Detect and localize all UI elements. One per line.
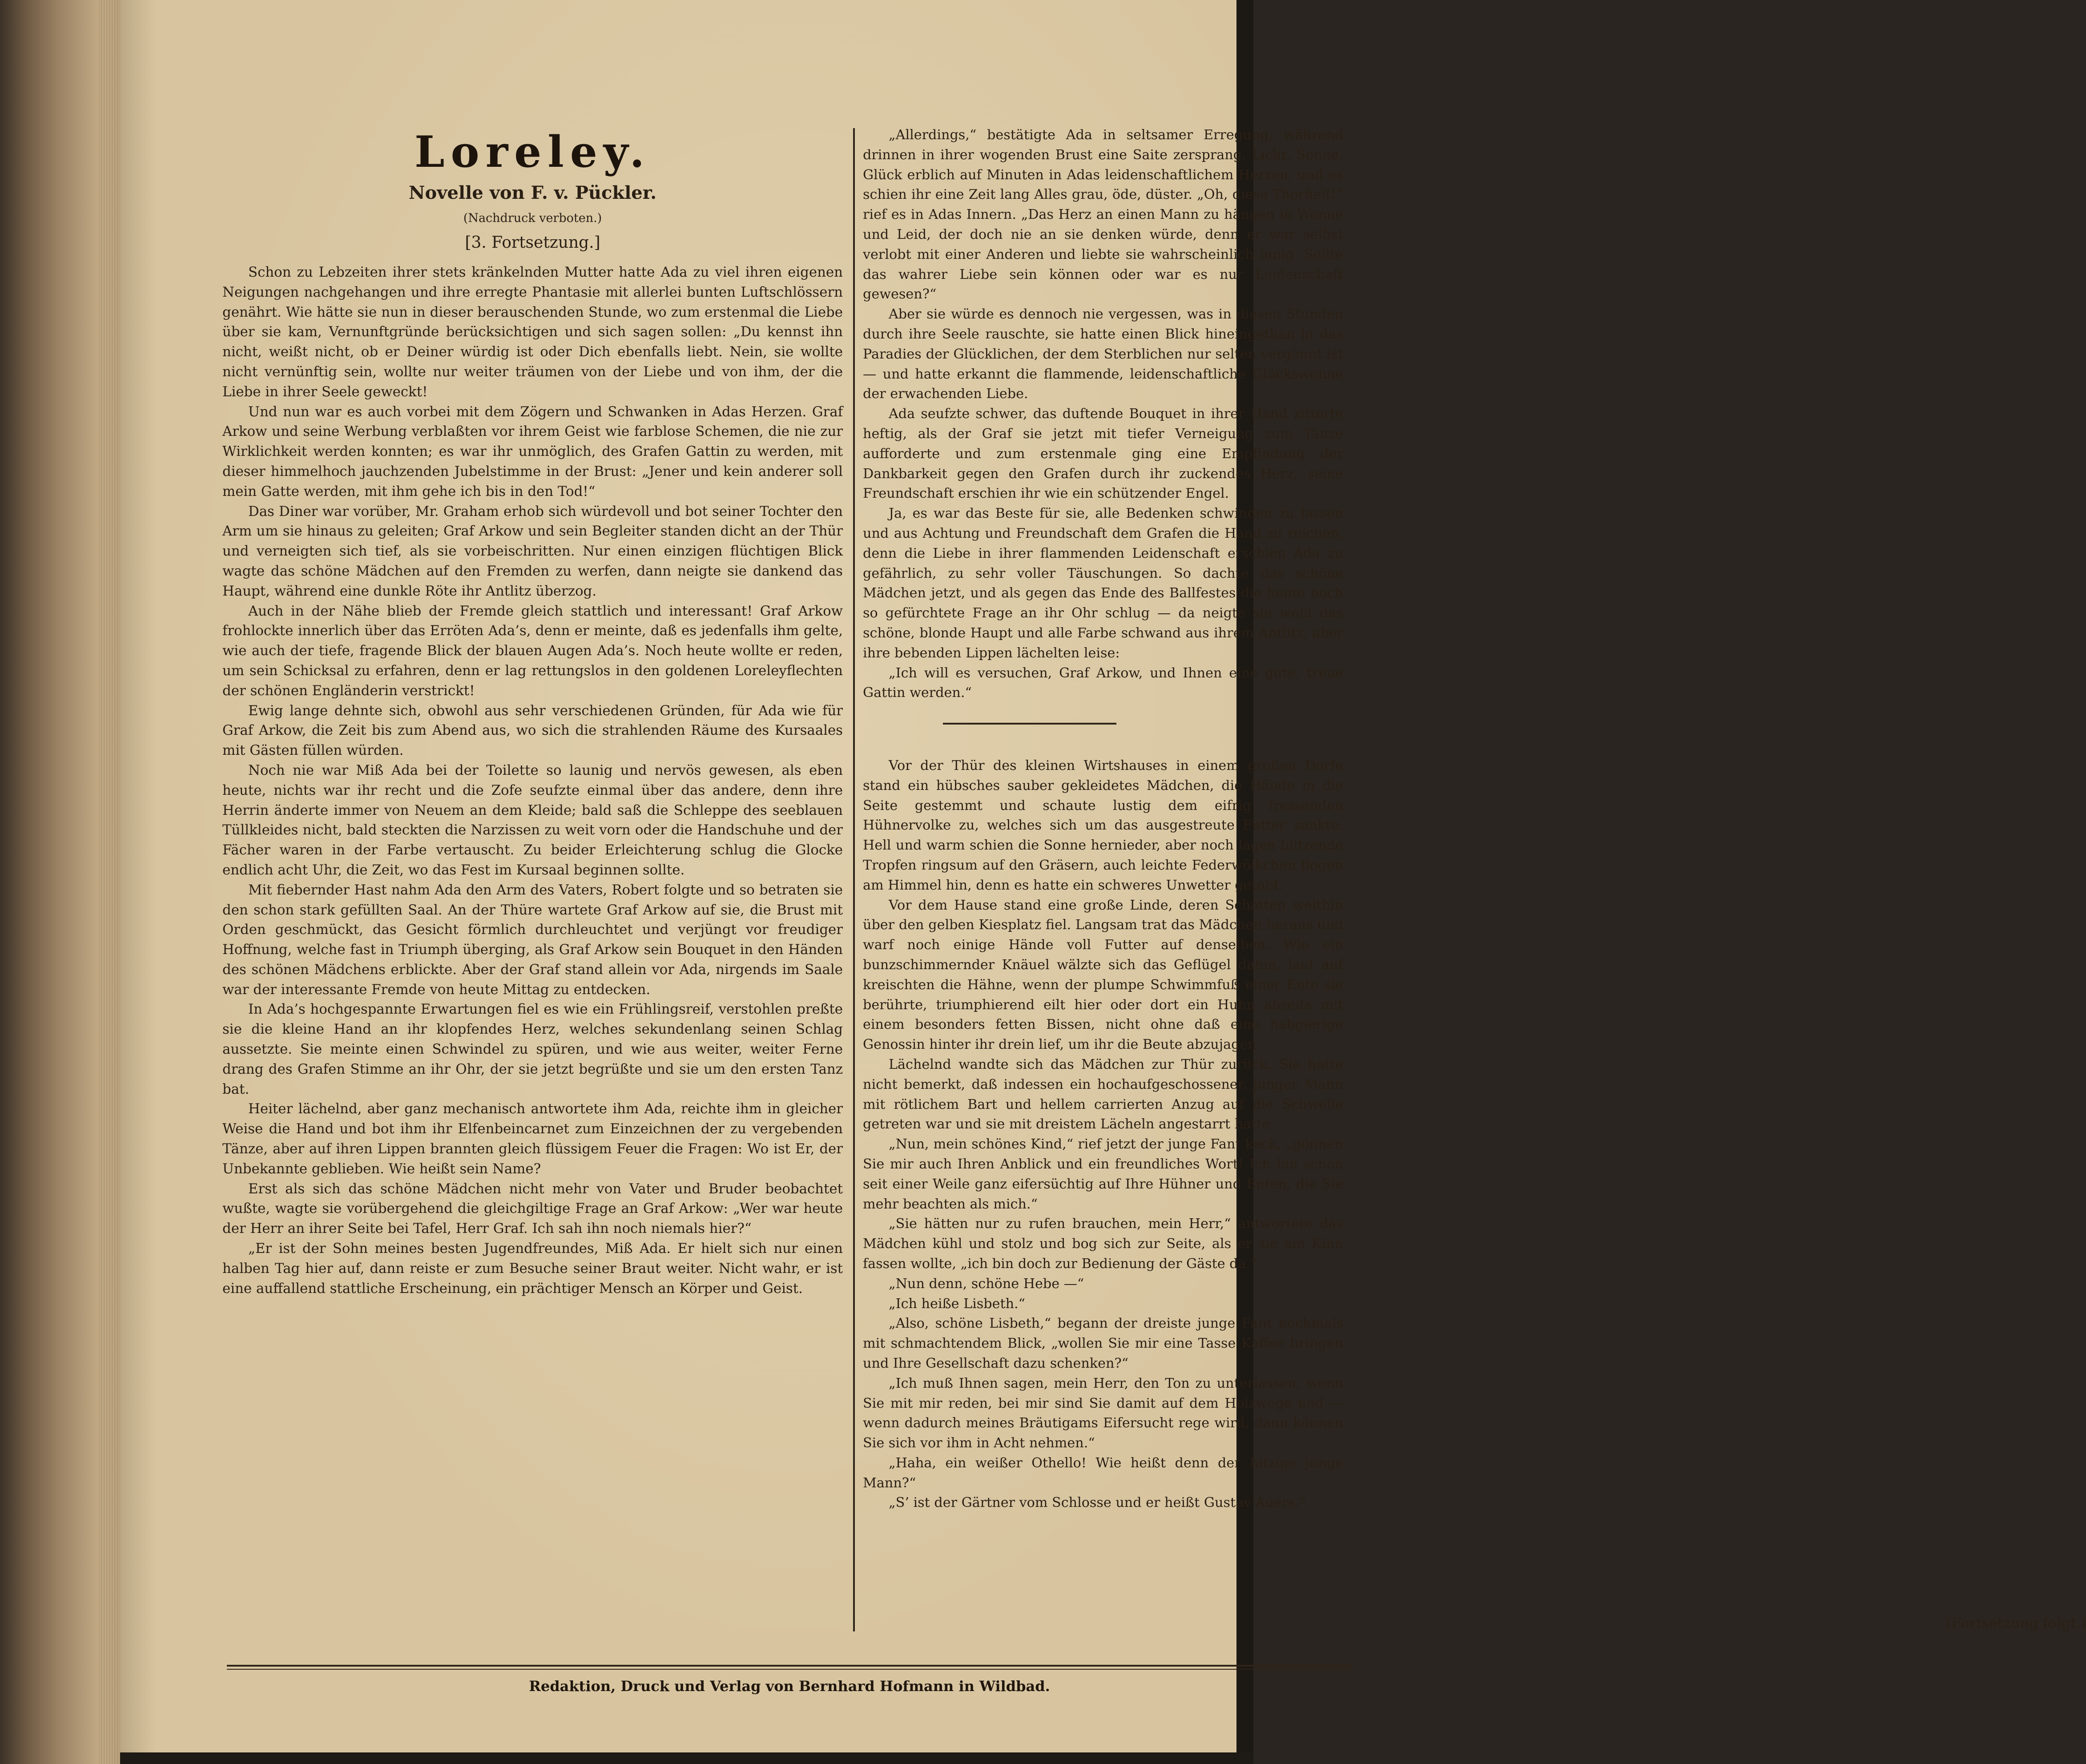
paragraph: „Allerdings,“ bestätigte Ada in seltsamer Erregung, während drinnen in ihrer wogenden Brust eine Saite zersprang. Licht, Sonne, Glück erblich auf Minuten in Adas leidenschaftlichem Herzen, und es schien ihr eine Zeit lang Alles grau, öde, düster. „Oh, diese Thorheit!“ rief es in Adas Innern. „Das Herz an einen Mann zu hängen in Wonne und Leid, der doch nie an sie denken würde, denn er war selbst verlobt mit einer Anderen und liebte sie wahrscheinlich innig. Sollte das wahrer Liebe sein können oder war es nur Leidenschaft gewesen?“	[863, 127, 1343, 302]
paragraph: Vor der Thür des kleinen Wirtshauses in einem großen Dorfe stand ein hübsches sauber gekleidetes Mädchen, die Hände in die Seite gestemmt und schaute lustig dem eifrig fressenden Hühnervolke zu, welches sich um das ausgestreute Futter zankte. Hell und warm schien die Sonne hernieder, aber noch lagen blitzende Tropfen ringsum auf den Gräsern, auch leichte Federwölkchen flogen am Himmel hin, denn es hatte ein schweres Unwetter getobt.	[863, 758, 1343, 893]
column-divider	[853, 128, 855, 1631]
paragraph: Erst als sich das schöne Mädchen nicht mehr von Vater und Bruder beobachtet wußte, wagte sie vorübergehend die gleichgiltige Frage an Graf Arkow: „Wer war heute der Herr an ihrer Seite bei Tafel, Herr Graf. Ich sah ihn noch niemals hier?“	[222, 1180, 843, 1237]
page-edges	[99, 0, 120, 1764]
footer-rule-thin	[227, 1669, 1352, 1670]
paragraph: „Haha, ein weißer Othello! Wie heißt denn der hitzige junge Mann?“	[863, 1455, 1343, 1491]
paragraph: In Ada’s hochgespannte Erwartungen fiel es wie ein Frühlingsreif, verstohlen preßte sie die kleine Hand an ihr klopfendes Herz, welches sekundenlang seinen Schlag aussetzte. Sie meinte einen Schwindel zu spüren, und wie aus weiter, weiter Ferne drang des Grafen Stimme an ihr Ohr, der sie jetzt begrüßte und sie um den ersten Tanz bat.	[222, 1001, 843, 1097]
paragraph: Mit fiebernder Hast nahm Ada den Arm des Vaters, Robert folgte und so betraten sie den schon stark gefüllten Saal. An der Thüre wartete Graf Arkow auf sie, die Brust mit Orden geschmückt, das Gesicht förmlich durchleuchtet und verjüngt vor freudiger Hoffnung, welche fast in Triumph überging, als Graf Arkow sein Bouquet in den Händen des schönen Mädchens erblickte. Aber der Graf stand allein vor Ada, nirgends im Saale war der interessante Fremde von heute Mittag zu entdecken.	[222, 882, 843, 998]
paragraph: Und nun war es auch vorbei mit dem Zögern und Schwanken in Adas Herzen. Graf Arkow und seine Werbung verblaßten vor ihrem Geist wie farblose Schemen, die nie zur Wirklichkeit werden konnten; es war ihr unmöglich, des Grafen Gattin zu werden, mit dieser himmelhoch jauchzenden Jubelstimme in der Brust: „Jener und kein anderer soll mein Gatte werden, mit ihm gehe ich bis in den Tod!“	[222, 403, 843, 499]
right-column-text-top	[863, 125, 1343, 703]
left-column-text	[222, 262, 843, 1298]
paragraph: Das Diner war vorüber, Mr. Graham erhob sich würdevoll und bot seiner Tochter den Arm um sie hinaus zu geleiten; Graf Arkow und sein Begleiter standen dicht an der Thür und verneigten sich tief, als sie vorbeischritten. Nur einen einzigen flüchtigen Blick wagte das schöne Mädchen auf den Fremden zu werfen, dann neigte sie dankend das Haupt, während eine dunkle Röte ihr Antlitz überzog.	[222, 503, 843, 599]
paragraph: Vor dem Hause stand eine große Linde, deren Schatten weithin über den gelben Kiesplatz fiel. Langsam trat das Mädchen heraus und warf noch einige Hände voll Futter auf denselben. Wie ein bunzschimmernder Knäuel wälzte sich das Geflügel dahin, laut auf kreischten die Hähne, wenn der plumpe Schwimmfuß einer Ente sie berührte, triumphierend eilt hier oder dort ein Huhn abseits mit einem besonders fetten Bissen, nicht ohne daß eine habgierige Genossin hinter ihr drein lief, um ihr die Beute abzujagen.	[863, 897, 1343, 1053]
paragraph: „Ich heiße Lisbeth.“	[889, 1296, 1026, 1312]
paragraph: Ja, es war das Beste für sie, alle Bedenken schwinden zu lassen und aus Achtung und Freundschaft dem Grafen die Hand zu reichen, denn die Liebe in ihrer flammenden Leidenschaft erschien Ada zu gefährlich, zu sehr voller Täuschungen. So dachte das schöne Mädchen jetzt, und als gegen das Ende des Ballfestes die heute noch so gefürchtete Frage an ihr Ohr schlug — da neigte sie wohl das schöne, blonde Haupt und alle Farbe schwand aus ihrem Antlitz, aber ihre bebenden Lippen lächelten leise:	[863, 506, 1343, 661]
paragraph: Auch in der Nähe blieb der Fremde gleich stattlich und interessant! Graf Arkow frohlockte innerlich über das Erröten Ada’s, denn er meinte, daß es jedenfalls ihm gelte, wie auch der tiefe, fragende Blick der blauen Augen Ada’s. Noch heute wollte er reden, um sein Schicksal zu erfahren, denn er lag rettungslos in den goldenen Loreleyflechten der schönen Engländerin verstrickt!	[222, 603, 843, 699]
paragraph: Heiter lächelnd, aber ganz mechanisch antwortete ihm Ada, reichte ihm in gleicher Weise die Hand und bot ihm ihr Elfenbeincarnet zum Einzeichnen der zu vergebenden Tänze, aber auf ihren Lippen brannten gleich flüssigem Feuer die Fragen: Wo ist Er, der Unbekannte geblieben. Wie heißt sein Name?	[222, 1101, 843, 1177]
story-title: Loreley.	[415, 127, 651, 177]
paragraph: Ewig lange dehnte sich, obwohl aus sehr verschiedenen Gründen, für Ada wie für Graf Arkow, die Zeit bis zum Abend aus, wo sich die strahlenden Räume des Kursaales mit Gästen füllen würden.	[222, 702, 843, 759]
paragraph: „Ich muß Ihnen sagen, mein Herr, den Ton zu unterlassen, wenn Sie mit mir reden, bei mir sind Sie damit auf dem Holzwege und — wenn dadurch meines Bräutigams Eifersucht rege wird, dann können Sie sich vor ihm in Acht nehmen.“	[863, 1375, 1343, 1451]
paragraph: Noch nie war Miß Ada bei der Toilette so launig und nervös gewesen, als eben heute, nichts war ihr recht und die Zofe seufzte einmal über das andere, denn ihre Herrin änderte immer von Neuem an dem Kleide; bald saß die Schleppe des seeblauen Tüllkleides nicht, bald steckten die Narzissen zu weit vorn oder die Handschuhe und der Fächer waren in der Farbe vertauscht. Zu beider Erleichterung schlug die Glocke endlich acht Uhr, die Zeit, wo das Fest im Kursaal beginnen sollte.	[222, 762, 843, 878]
right-column-text-bottom	[863, 756, 1343, 1513]
paragraph: Aber sie würde es dennoch nie vergessen, was in diesen Stunden durch ihre Seele rauschte, sie hatte einen Blick hineingethan in das Paradies der Glücklichen, der dem Sterblichen nur selten vergönnt ist — und hatte erkannt die flammende, leidenschaftliche Glückswonne der erwachenden Liebe.	[863, 306, 1343, 402]
footer-rule	[227, 1665, 1352, 1667]
continuation-note: (Fortsetzung folgt.)	[1946, 1615, 2086, 1631]
newspaper-page	[120, 0, 2086, 1752]
section-divider	[943, 723, 1116, 725]
paragraph: „S’ ist der Gärtner vom Schlosse und er heißt Gustav Auers.“	[889, 1495, 1306, 1511]
scan-border-bottom	[120, 1752, 1253, 1764]
paragraph: Lächelnd wandte sich das Mädchen zur Thür zurück. Sie hatte nicht bemerkt, daß indessen ein hochaufgeschossener, junger Mann mit rötlichem Bart und hellem carrierten Anzug auf die Schwelle getreten war und sie mit dreistem Lächeln angestarrt hatte.	[863, 1056, 1343, 1132]
paragraph: „Also, schöne Lisbeth,“ begann der dreiste junge Fant nochmals mit schmachtendem Blick, „wollen Sie mir eine Tasse Kaffee bringen und Ihre Gesellschaft dazu schenken?“	[863, 1316, 1343, 1371]
paragraph: „Nun, mein schönes Kind,“ rief jetzt der junge Fant keck, „gönnen Sie mir auch Ihren Anblick und ein freundliches Wort! Ich bin schon seit einer Weile ganz eifersüchtig auf Ihre Hühner und Enten, die Sie mehr beachten als mich.“	[863, 1136, 1343, 1212]
reprint-notice: (Nachdruck verboten.)	[463, 211, 602, 225]
publisher-imprint: Redaktion, Druck und Verlag von Bernhard Hofmann in Wildbad.	[529, 1678, 1050, 1695]
paragraph: Ada seufzte schwer, das duftende Bouquet in ihrer Hand zitterte heftig, als der Graf sie jetzt mit tiefer Verneigung zum Tanze aufforderte und zum erstenmale ging eine Empfindung der Dankbarkeit gegen den Grafen durch ihr zuckendes Herz, seine Freundschaft erschien ihr wie ein schützender Engel.	[863, 406, 1343, 502]
paragraph: „Nun denn, schöne Hebe —“	[889, 1276, 1084, 1292]
paragraph: Schon zu Lebzeiten ihrer stets kränkelnden Mutter hatte Ada zu viel ihren eigenen Neigungen nachgehangen und ihre erregte Phantasie mit allerlei bunten Luftschlössern genährt. Wie hätte sie nun in dieser berauschenden Stunde, wo zum erstenmal die Liebe über sie kam, Vernunftgründe berücksichtigen und sich sagen sollen: „Du kennst ihn nicht, weißt nicht, ob er Deiner würdig ist oder Dich ebenfalls liebt. Nein, sie wollte nicht vernünftig sein, wollte nur weiter träumen von der Liebe und von ihm, der die Liebe in ihrer Seele geweckt!	[222, 264, 843, 400]
paragraph: „Er ist der Sohn meines besten Jugendfreundes, Miß Ada. Er hielt sich nur einen halben Tag hier auf, dann reiste er zum Besuche seiner Braut weiter. Nicht wahr, er ist eine auffallend stattliche Erscheinung, ein prächtiger Mensch an Körper und Geist.	[222, 1240, 843, 1297]
paragraph: „Sie hätten nur zu rufen brauchen, mein Herr,“ antwortete das Mädchen kühl und stolz und bog sich zur Seite, als er sie am Kinn fassen wollte, „ich bin doch zur Bedienung der Gäste da.“	[863, 1216, 1343, 1272]
paragraph: „Ich will es versuchen, Graf Arkow, und Ihnen eine gute, treue Gattin werden.“	[863, 665, 1343, 701]
installment-label: [3. Fortsetzung.]	[465, 234, 600, 252]
story-subtitle: Novelle von F. v. Pückler.	[408, 182, 657, 203]
